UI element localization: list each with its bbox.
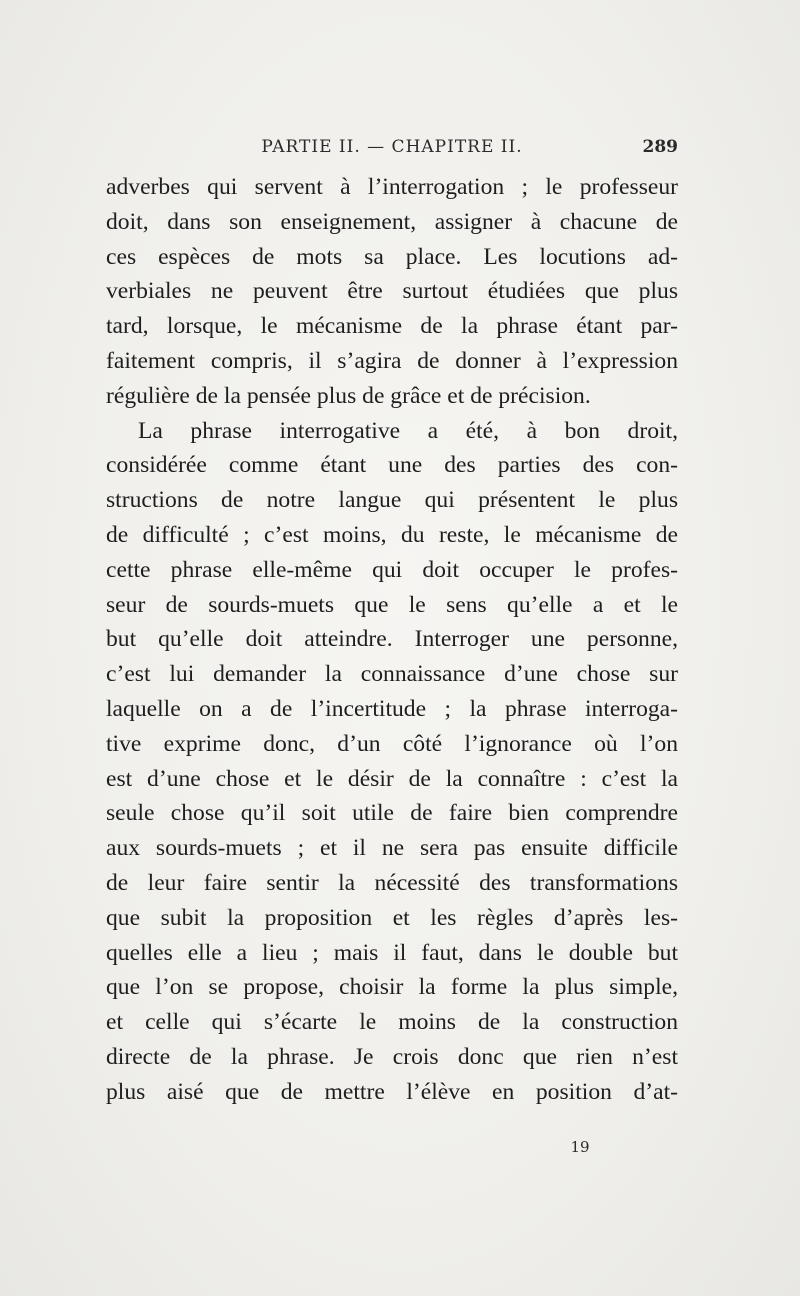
signature-mark: 19 (570, 1138, 590, 1156)
text-line: quelles elle a lieu ; mais il faut, dans le double but (106, 939, 678, 966)
text-line: but qu’elle doit atteindre. Interroger une personne, (106, 626, 678, 653)
text-line: ces espèces de mots sa place. Les locutions ad- (106, 243, 678, 270)
page-number: 289 (642, 137, 678, 157)
text-line: que subit la proposition et les règles d’après les- (106, 904, 678, 931)
text-line: que l’on se propose, choisir la forme la plus simple, (106, 974, 678, 1001)
text-line: est d’une chose et le désir de la connaître : c’est la (106, 765, 678, 792)
text-line: c’est lui demander la connaissance d’une chose sur (106, 661, 678, 688)
text-line: de difficulté ; c’est moins, du reste, le mécanisme de (106, 521, 678, 548)
text-line: doit, dans son enseignement, assigner à chacune de (106, 208, 678, 235)
text-line: tive exprime donc, d’un côté l’ignorance où l’on (106, 730, 678, 757)
paragraph-1 (106, 170, 678, 414)
text-line: directe de la phrase. Je crois donc que rien n’est (106, 1043, 678, 1070)
text-line: structions de notre langue qui présentent le plus (106, 487, 678, 514)
text-line: seur de sourds-muets que le sens qu’elle a et le (106, 591, 678, 618)
text-line: régulière de la pensée plus de grâce et de précision. (106, 382, 591, 409)
body-text (106, 170, 678, 1110)
running-head (106, 135, 678, 163)
text-line: tard, lorsque, le mécanisme de la phrase étant par- (106, 313, 678, 340)
text-line: adverbes qui servent à l’interrogation ; le professeur (106, 174, 678, 200)
text-line: considérée comme étant une des parties des con- (106, 452, 678, 479)
text-line: verbiales ne peuvent être surtout étudiées que plus (106, 278, 678, 305)
text-line: plus aisé que de mettre l’élève en position d’at- (106, 1078, 678, 1105)
text-line: de leur faire sentir la nécessité des transformations (106, 869, 678, 896)
running-head-title: PARTIE II. — CHAPITRE II. (261, 137, 523, 157)
text-line: seule chose qu’il soit utile de faire bien comprendre (106, 800, 678, 827)
text-line: La phrase interrogative a été, à bon droit, (138, 417, 678, 444)
text-line: aux sourds-muets ; et il ne sera pas ensuite difficile (106, 835, 678, 862)
text-line: cette phrase elle-même qui doit occuper le profes- (106, 556, 678, 583)
text-line: et celle qui s’écarte le moins de la construction (106, 1009, 678, 1036)
paragraph-2 (106, 414, 678, 1110)
text-line: laquelle on a de l’incertitude ; la phrase interroga- (106, 695, 678, 722)
text-line: faitement compris, il s’agira de donner à l’expression (106, 347, 678, 374)
